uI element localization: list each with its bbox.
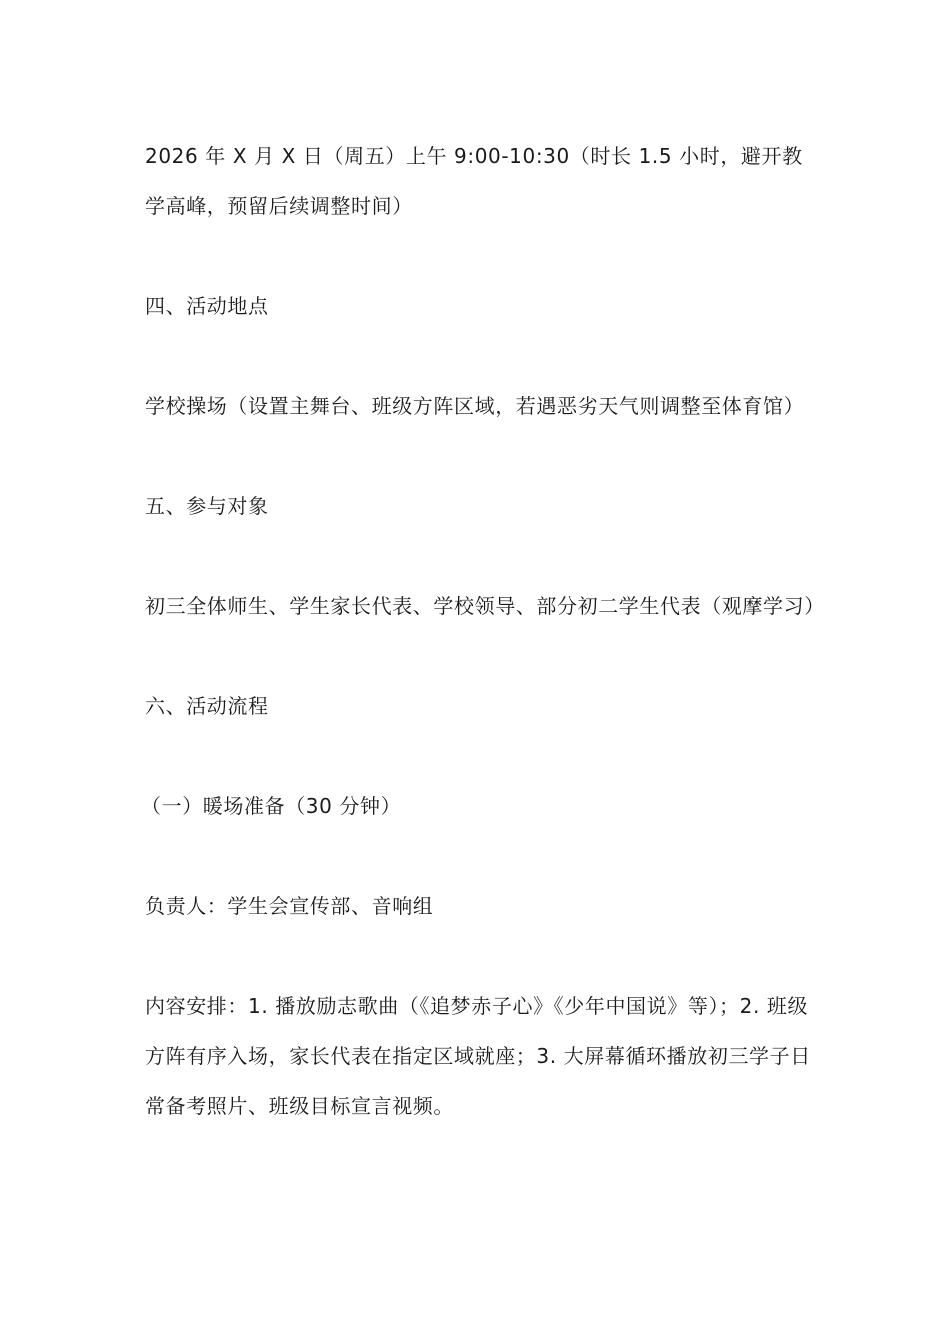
- subsection-heading-warmup: （一）暖场准备（30 分钟）: [141, 794, 402, 818]
- document-body: [141, 131, 825, 1131]
- warmup-content-text: 内容安排：1. 播放励志歌曲（《追梦赤子心》《少年中国说》等）；2. 班级方阵有序入场，家长代表在指定区域就座；3. 大屏幕循环播放初三学子日常备考照片、班级目标宣言视频。: [145, 994, 811, 1118]
- participants-text: 初三全体师生、学生家长代表、学校领导、部分初二学生代表（观摩学习）: [145, 594, 825, 618]
- warmup-owner-text: 负责人：学生会宣传部、音响组: [145, 894, 434, 918]
- section-heading-location: 四、活动地点: [145, 294, 269, 318]
- activity-time-text: 2026 年 X 月 X 日（周五）上午 9:00-10:30（时长 1.5 小时，避开教学高峰，预留后续调整时间）: [145, 144, 803, 218]
- activity-location-text: 学校操场（设置主舞台、班级方阵区域，若遇恶劣天气则调整至体育馆）: [145, 394, 805, 418]
- section-heading-process: 六、活动流程: [145, 694, 269, 718]
- section-heading-participants: 五、参与对象: [145, 494, 269, 518]
